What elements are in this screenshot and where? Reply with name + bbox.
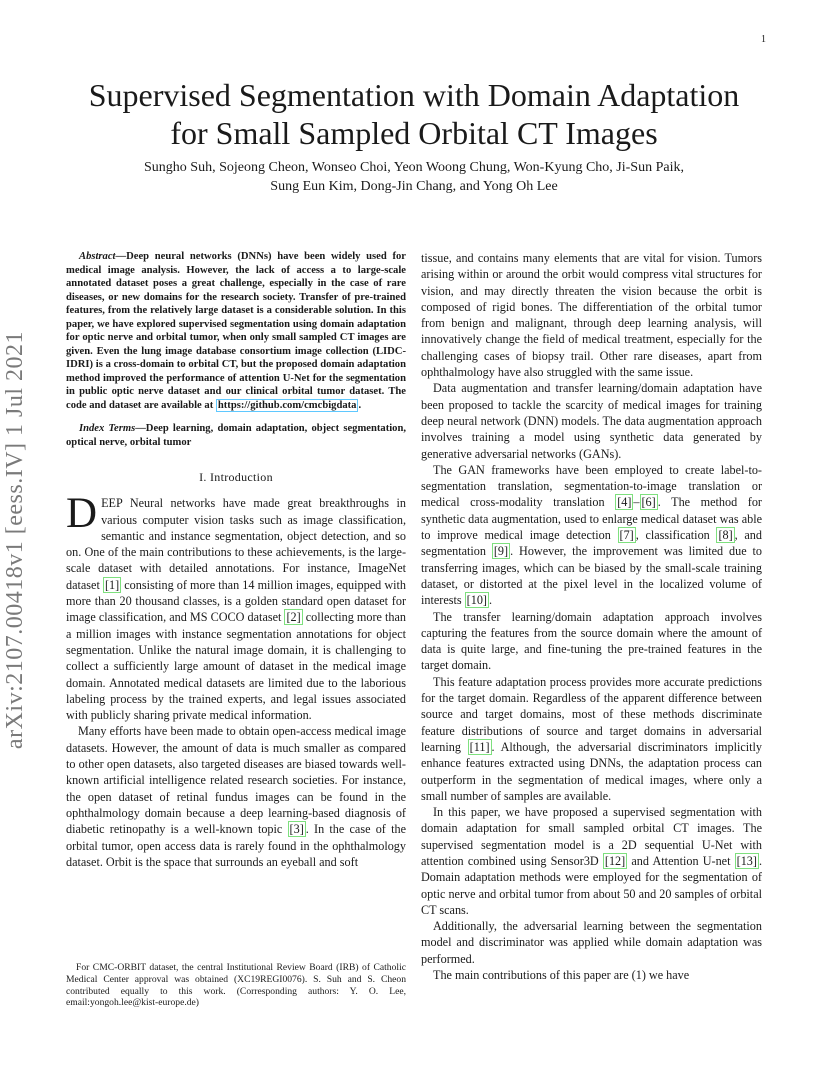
right-paragraph-1: tissue, and contains many elements that are vital for vision. Tumors arising within or around the orbit would compress vital structures for vision, and may directly threaten the vision because the orbit is composed of rigid bones. The differentiation of the orbital tumor from benign and malignant, through deep learning analysis, will innovatively change the field of medical treatment, especially for the challenging cases of biopsy trail. Other rare diseases, apart from ophthalmology have also struggled with the same issue. xyxy=(421,251,762,380)
arxiv-identifier: arXiv:2107.00418v1 [eess.IV] 1 Jul 2021 xyxy=(2,330,28,750)
index-terms xyxy=(66,422,406,449)
text-run: In this paper, we have proposed a supervised segmentation with domain adaptation for small sampled orbital CT images. The supervised segmentation model is a 2D sequential U-Net with attention combined using Sensor3D xyxy=(421,805,762,868)
text-run: This feature adaptation process provides more accurate predictions for the target domain. Regardless of the apparent difference between source and target domains, most of these methods discriminate feature distributions of source and target domains in adversarial learning xyxy=(421,674,762,754)
citation-link[interactable]: [4] xyxy=(617,495,632,510)
drop-cap: D xyxy=(66,490,98,538)
right-column xyxy=(421,250,762,983)
text-run: , and segmentation xyxy=(421,528,762,559)
citation-link[interactable]: [10] xyxy=(466,593,487,608)
text-run: Many efforts have been made to obtain open-access medical image datasets. However, the amount of data is much smaller as compared to other open datasets, also targeted diseases are biased towards well-known artificial intelligence related research societies. For instance, the open dataset of retinal fundus images can be found in the ophthalmology domain because a deep learning-based diagnosis of diabetic retinopathy is a well-known topic xyxy=(66,724,406,837)
footnote: For CMC-ORBIT dataset, the central Institutional Review Board (IRB) of Catholic Medical Center approval was obtained (XC19REGI0076). S. Suh and S. Cheon contributed equally to this work. (Corresponding authors: Y. O. Lee, email:yongoh.lee@kist-europe.de) xyxy=(66,962,406,1009)
authors-line-2: Sung Eun Kim, Dong-Jin Chang, and Yong Oh Lee xyxy=(270,179,558,194)
text-run: – xyxy=(633,495,640,510)
abstract-text: —Deep neural networks (DNNs) have been widely used for medical image analysis. However, the lack of access a to large-scale annotated dataset poses a great challenge, especially in the case of rare diseases, or new domains for the research society. Transfer of pre-trained features, from the relatively large dataset is a considerable solution. In this paper, we have explored supervised segmentation using domain adaptation for optic nerve and orbital tumor, when only small sampled CT images are given. Even the lung image database consortium image collection (LIDC-IDRI) is a cross-domain to orbital CT, but the proposed domain adaptation method improved the performance of attention U-Net for the segmentation in public optic nerve dataset and our clinical orbital tumor dataset. The code and dataset are available at xyxy=(66,251,406,411)
citation-link[interactable]: [1] xyxy=(104,577,120,592)
text-run: EEP Neural networks have made great breakthroughs in various computer vision tasks such as image classification, semantic and instance segmentation, object detection, and so on. One of the main contributions to these achievements, is the large-scale dataset with detailed annotations. For instance, ImageNet dataset xyxy=(66,496,406,592)
citation-link[interactable]: [13] xyxy=(736,853,757,868)
authors-line-1: Sungho Suh, Sojeong Cheon, Wonseo Choi, Yeon Woong Chung, Won-Kyung Cho, Ji-Sun Paik, xyxy=(144,160,684,175)
page-number: 1 xyxy=(761,34,766,45)
text-run: . Although, the adversarial discriminators implicitly enhance features extracted using DNNs, the adaptation process can outperform in the segmentation of medical images, where only a small number of samples are available. xyxy=(421,739,762,803)
index-terms-label: Index Terms xyxy=(79,423,136,434)
citation-link[interactable]: [9] xyxy=(493,544,509,559)
abstract-end: . xyxy=(358,399,362,411)
right-paragraph-7: Additionally, the adversarial learning between the segmentation model and discriminator was applied while domain adaptation was performed. xyxy=(421,919,762,966)
right-paragraph-2: Data augmentation and transfer learning/domain adaptation have been proposed to tackle the scarcity of medical images for training deep neural network (DNN) models. The data augmentation approach involves training a model using synthetic data generated by generative adversarial networks (GANs). xyxy=(421,381,762,461)
text-run: The GAN frameworks have been employed to create label-to-segmentation translation, segmentation-to-image translation or medical cross-modality translation xyxy=(421,462,762,510)
citation-link[interactable]: [12] xyxy=(604,853,626,868)
abstract-label: Abstract xyxy=(79,251,116,262)
citation-link[interactable]: [6] xyxy=(641,495,656,510)
abstract xyxy=(66,250,406,412)
intro-paragraph-2 xyxy=(66,723,406,870)
citation-link[interactable]: [7] xyxy=(619,528,634,543)
text-run: collecting more than a million images with instance segmentation annotations for object segmentation. Unlike the natural image domain, it is challenging to collect a sufficiently large amount of dataset in the medical image domain. Annotated medical datasets are limited due to the laborious labeling process by the trained experts, and legal issues associated with publicly sharing private medical information. xyxy=(66,610,406,723)
right-paragraph-8: The main contributions of this paper are (1) we have xyxy=(433,968,690,983)
right-paragraph-5 xyxy=(421,674,762,804)
right-paragraph-6 xyxy=(421,804,762,918)
code-link[interactable]: https://github.com/cmcbigdata xyxy=(217,399,357,411)
text-run: and Attention U-net xyxy=(627,853,735,868)
index-terms-text: —Deep learning, domain adaptation, object segmentation, optical nerve, orbital tumor xyxy=(66,423,406,448)
title-line-1: Supervised Segmentation with Domain Adaptation xyxy=(88,77,740,113)
text-run: . In the case of the orbital tumor, open access data is rarely found in the ophthalmology dataset. Orbit is the space that surrounds an eyeball and soft xyxy=(66,822,406,869)
paper-title xyxy=(0,76,828,152)
title-line-2: for Small Sampled Orbital CT Images xyxy=(170,115,658,151)
text-run: . The method for synthetic data augmentation, used to enlarge medical dataset was able to improve medical image detection xyxy=(421,495,762,543)
text-run: . xyxy=(488,593,493,608)
author-list xyxy=(0,158,828,196)
section-heading-introduction: I. Introduction xyxy=(199,470,273,484)
citation-link[interactable]: [11] xyxy=(469,739,490,754)
text-run: consisting of more than 14 million images, equipped with more than 20 thousand classes, is a golden standard open dataset for image classification, and MS COCO dataset xyxy=(66,577,406,625)
text-run: . However, the improvement was limited due to transferring images, which can be biased by the small-scale training dataset, or distorted at the pixel level in the localized volume of interests xyxy=(421,544,762,608)
intro-paragraph-1 xyxy=(66,490,406,723)
text-run: . Domain adaptation methods were employed for the segmentation of optic nerve and orbital tumor from about 50 and 20 samples of orbital CT scans. xyxy=(421,853,762,917)
citation-link[interactable]: [3] xyxy=(289,822,304,837)
left-column xyxy=(66,250,406,870)
citation-link[interactable]: [2] xyxy=(286,610,301,625)
right-paragraph-4: The transfer learning/domain adaptation approach involves capturing the features from the source domain where the amount of data is quite large, and fine-tuning the pre-trained features in the target domain. xyxy=(421,609,762,673)
right-paragraph-3 xyxy=(421,462,762,609)
text-run: , classification xyxy=(635,528,717,543)
citation-link[interactable]: [8] xyxy=(718,528,733,543)
